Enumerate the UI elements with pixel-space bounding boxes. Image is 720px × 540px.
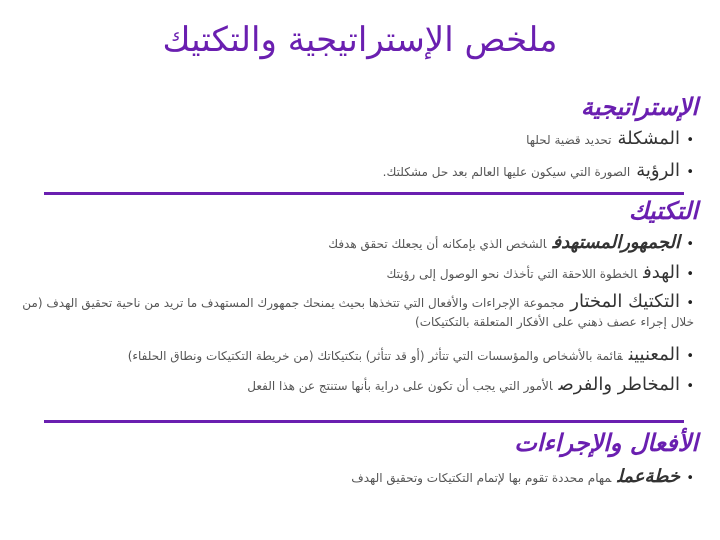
bullet-icon: • [686,379,694,394]
item-term: المخاطر والفرص [558,374,680,395]
list-item [14,374,694,398]
list-item [14,466,694,490]
list-item [14,344,694,368]
item-description: مجموعة الإجراءات والأفعال التي تتخذها بحيث يمنحك جمهورك المستهدف ما تريد من ناحية تحقيق الهدف (من خلال إجراء عصف ذهني على الأفكار المتعلقة بالتكتيكات) [22,296,694,329]
bullet-icon: • [686,296,694,311]
bullet-icon: • [686,267,694,282]
item-term: التكتيك المختار [570,291,680,312]
list-item [14,128,694,152]
list-item [14,160,694,184]
item-term: الجمهورالمستهدف [552,232,680,253]
item-description: قائمة بالأشخاص والمؤسسات التي تتأثر (أو قد تتأثر) بتكتيكاتك (من خريطة التكتيكات ونطاق الحلفاء) [127,349,623,363]
item-description: الأمور التي يجب أن تكون على دراية بأنها ستنتج عن هذا الفعل [247,379,553,393]
item-description: تحديد قضية لحلها [526,133,612,147]
section-divider [44,192,684,195]
item-term: المعنيين [628,344,680,365]
item-term: خطةعمل [617,466,680,487]
list-item [14,232,694,256]
section-heading-actions: الأفعال والإجراءات [514,428,698,457]
item-description: مهام محددة تقوم بها لإتمام التكتيكات وتحقيق الهدف [351,471,612,485]
item-term: المشكلة [617,128,680,149]
section-heading-strategy: الإستراتيجية [580,92,698,121]
section-divider [44,420,684,423]
section-heading-tactics: التكتيك [628,196,698,225]
bullet-icon: • [686,237,694,252]
item-description: الصورة التي سيكون عليها العالم بعد حل مشكلتك. [382,165,631,179]
item-description: الخطوة اللاحقة التي تأخذك نحو الوصول إلى رؤيتك [386,267,638,281]
item-description: الشخص الذي بإمكانه أن يجعلك تحقق هدفك [328,237,547,251]
list-item [14,262,694,286]
bullet-icon: • [686,133,694,148]
bullet-icon: • [686,349,694,364]
item-term: الهدف [643,262,680,283]
bullet-icon: • [686,165,694,180]
item-term: الرؤية [636,160,680,181]
slide-title: ملخص الإستراتيجية والتكتيك [162,20,558,60]
list-item [14,292,694,332]
bullet-icon: • [686,471,694,486]
